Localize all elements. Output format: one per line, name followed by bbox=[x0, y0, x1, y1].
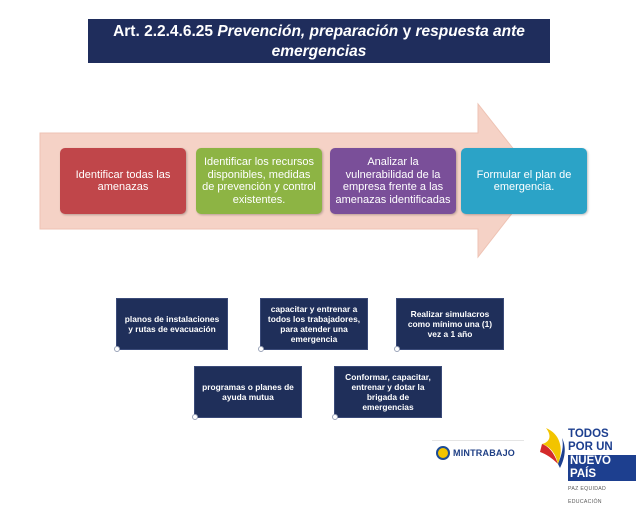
note-text: capacitar y entrenar a todos los trabajadores, para atender una emergencia bbox=[267, 304, 361, 344]
note-drills bbox=[396, 298, 504, 350]
colombia-flag-swoosh-icon bbox=[538, 424, 568, 472]
todos-line-1: TODOS POR UN bbox=[568, 428, 613, 453]
note-evacuation-plans bbox=[116, 298, 228, 350]
mintrabajo-logo bbox=[432, 440, 524, 465]
note-brigade bbox=[334, 366, 442, 418]
note-handle-icon bbox=[258, 346, 264, 352]
todos-por-un-nuevo-pais-logo bbox=[538, 424, 636, 505]
step-formulate-plan: Formular el plan de emergencia. bbox=[461, 148, 587, 214]
mintrabajo-label: MINTRABAJO bbox=[453, 448, 515, 458]
note-text: Conformar, capacitar, entrenar y dotar la brigada de emergencias bbox=[345, 372, 431, 412]
step-identify-threats: Identificar todas las amenazas bbox=[60, 148, 186, 214]
note-mutual-aid bbox=[194, 366, 302, 418]
note-handle-icon bbox=[394, 346, 400, 352]
todos-line-2: NUEVO PAÍS bbox=[568, 455, 636, 481]
note-handle-icon bbox=[114, 346, 120, 352]
note-text: programas o planes de ayuda mutua bbox=[202, 382, 294, 402]
todos-line-3: PAZ EQUIDAD EDUCACIÓN bbox=[568, 486, 607, 505]
title-joiner: y bbox=[402, 23, 412, 40]
step-analyze-vulnerability: Analizar la vulnerabilidad de la empresa frente a las amenazas identificadas bbox=[330, 148, 456, 214]
note-handle-icon bbox=[192, 414, 198, 420]
note-text: planos de instalaciones y rutas de evacuación bbox=[124, 314, 220, 334]
step-identify-resources: Identificar los recursos disponibles, medidas de prevención y control existentes. bbox=[196, 148, 322, 214]
title-line-2: emergencias bbox=[271, 43, 367, 60]
note-training bbox=[260, 298, 368, 350]
colombia-shield-icon bbox=[436, 446, 450, 460]
title-italic-tail: respuesta ante bbox=[415, 23, 525, 40]
title-italic-part: Prevención, preparación bbox=[217, 23, 399, 40]
article-code: Art. 2.2.4.6.25 bbox=[113, 23, 214, 40]
note-text: Realizar simulacros como mínimo una (1) vez a 1 año bbox=[407, 309, 493, 339]
note-handle-icon bbox=[332, 414, 338, 420]
